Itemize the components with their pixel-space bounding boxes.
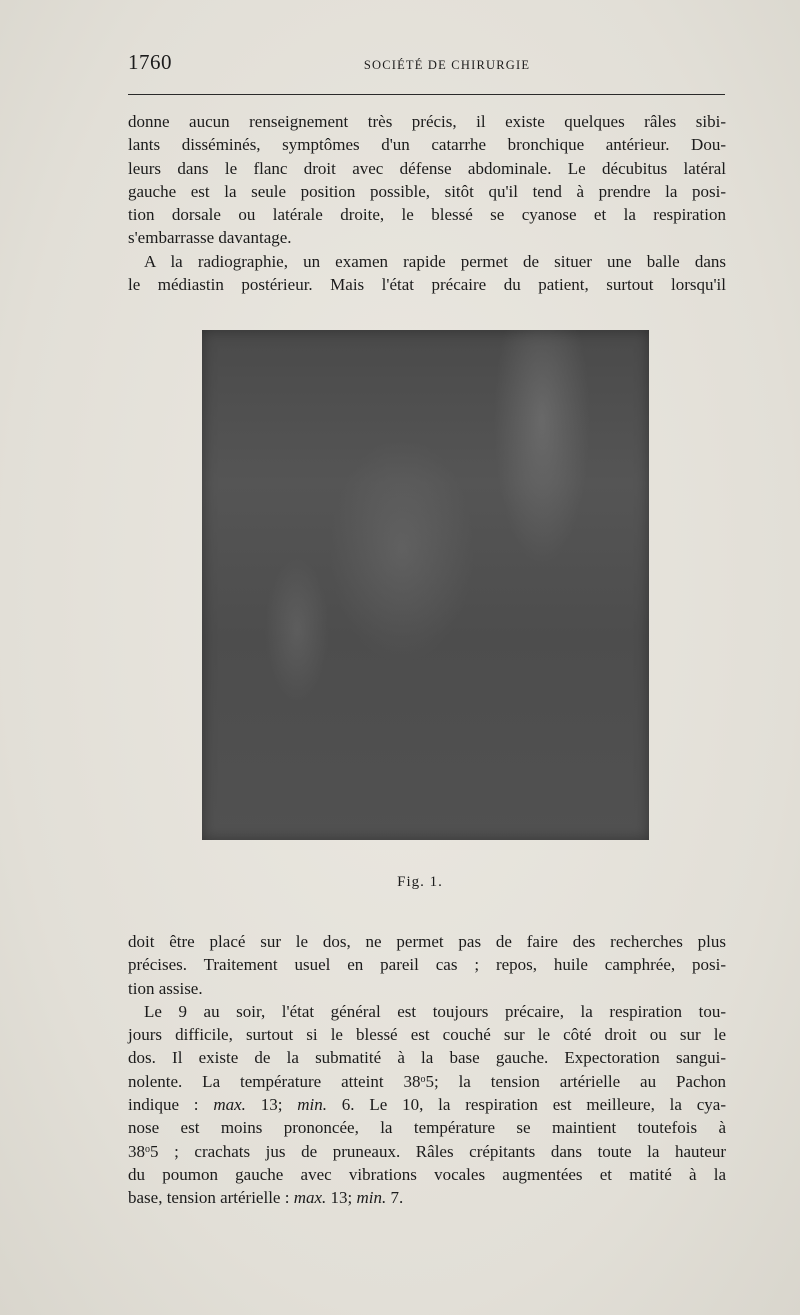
text-fragment: 13; — [326, 1188, 357, 1208]
italic-min: min. — [356, 1188, 387, 1208]
text-line: précises. Traitement usuel en pareil cas ; repos, huile camphrée, posi- — [128, 955, 726, 975]
italic-min: min. — [297, 1095, 327, 1115]
text-line: Le 9 au soir, l'état général est toujours précaire, la respiration tou- — [144, 1001, 726, 1021]
paragraph-after-figure — [128, 930, 726, 1210]
text-line: nose est moins prononcée, la température se maintient toutefois à — [128, 1118, 726, 1138]
text-line: du poumon gauche avec vibrations vocales augmentées et matité à la — [128, 1164, 726, 1184]
text-fragment: indique : — [128, 1095, 214, 1115]
text-fragment: 5 ; crachats jus de pruneaux. Râles crépitants dans toute la hauteur — [150, 1141, 726, 1161]
figure-caption: Fig. 1. — [397, 874, 443, 890]
text-line: gauche est la seule position possible, sitôt qu'il tend à prendre la posi- — [128, 181, 726, 201]
text-line: dos. Il existe de la submatité à la base gauche. Expectoration sangui- — [128, 1048, 726, 1068]
text-fragment: 6. Le 10, la respiration est meilleure, la cya- — [327, 1095, 726, 1115]
page-number: 1760 — [128, 50, 172, 74]
text-line — [128, 1070, 726, 1093]
text-fragment: 38 — [128, 1141, 145, 1161]
header-rule — [128, 94, 725, 95]
text-line: tion assise. — [128, 978, 203, 998]
radiograph-figure — [202, 330, 649, 840]
running-head: SOCIÉTÉ DE CHIRURGIE — [363, 58, 531, 72]
paragraph-before-figure — [128, 110, 726, 296]
text-line: s'embarrasse davantage. — [128, 228, 292, 248]
text-fragment: 5; la tension artérielle au Pachon — [425, 1071, 727, 1091]
text-fragment: 7. — [386, 1188, 404, 1208]
text-line: doit être placé sur le dos, ne permet pas de faire des recherches plus — [128, 932, 726, 951]
text-fragment: nolente. La température atteint 38 — [128, 1071, 421, 1091]
text-line — [128, 1093, 726, 1116]
text-line: lants disséminés, symptômes d'un catarrhe bronchique antérieur. Dou- — [128, 135, 726, 155]
text-line — [128, 1140, 726, 1163]
text-line: leurs dans le flanc droit avec défense abdominale. Le décubitus latéral — [128, 158, 726, 178]
text-line: donne aucun renseignement très précis, il existe quelques râles sibi- — [128, 112, 726, 131]
text-line: A la radiographie, un examen rapide permet de situer une balle dans — [144, 251, 726, 271]
text-line: le médiastin postérieur. Mais l'état précaire du patient, surtout lorsqu'il — [128, 275, 726, 295]
text-line — [128, 1186, 726, 1209]
superscript: o — [420, 1073, 426, 1085]
italic-max: max. — [213, 1095, 246, 1115]
page-header — [128, 50, 726, 78]
text-line: jours difficile, surtout si le blessé est couché sur le côté droit ou sur le — [128, 1025, 726, 1045]
text-fragment: base, tension artérielle : — [128, 1188, 294, 1208]
superscript: o — [145, 1143, 150, 1155]
text-fragment: 13; — [245, 1095, 298, 1115]
italic-max: max. — [293, 1188, 327, 1208]
text-line: tion dorsale ou latérale droite, le blessé se cyanose et la respiration — [128, 205, 726, 225]
